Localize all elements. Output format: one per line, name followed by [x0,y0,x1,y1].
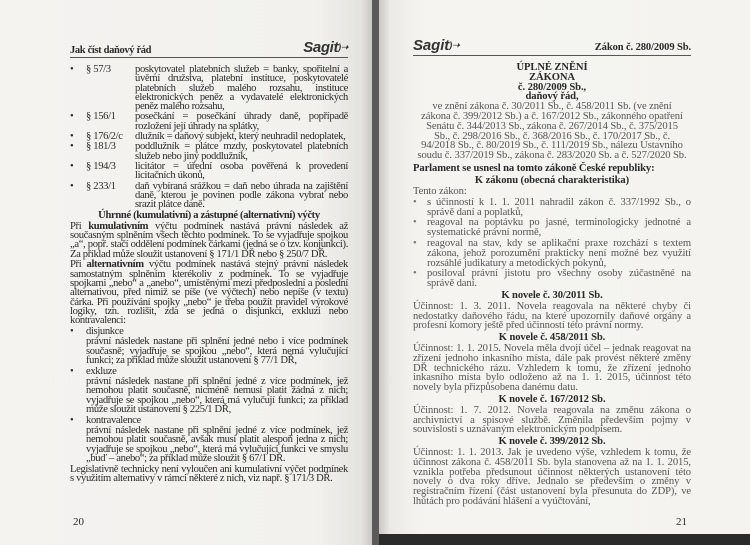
definition-item: • § 181/3 poddlužník = plátce mzdy, poskytovatel platebních služeb nebo jiný poddlužník, [70,141,348,162]
closing-paragraph: Legislativně technicky není vyloučen ani kumulativní výčet podmínek s využitím alternativy v rámci některé z nich, viz např. § 171/3 DŘ. [70,463,348,484]
right-text-column [413,38,691,508]
section-heading: Úhrnné (kumulativní) a zástupné (alternativní) výčty [98,210,320,222]
intro-text: Tento zákon: [413,185,467,197]
book-spine [372,0,379,545]
novel-section: K novele č. 399/2012 Sb. Účinnost: 1. 1. 2013. Jak je uvedeno výše, vzhledem k tomu, že účinnost zákona č. 458/2011 Sb. byla stanovena až na 1. 1. 2015, vznikla potřeba předsunout účinnost některých ustanovení této novely o dva roky dříve. Jednalo se především o změny v registračním řízení (část ustanovení byla přesunuta do ZDP), ve lhůtách pro podávání hlášení a vyúčtování, [413,436,691,507]
novel-section: K novele č. 458/2011 Sb. Účinnost: 1. 1. 2015. Novela měla dvojí účel – jednak reagovat na zřízení jednoho inkasního místa, dále pak provést některé změny DŘ technického rázu. Vzhledem k tomu, že zřízení jednoho inkasního místa bylo odloženo až na 1. 1. 2015, účinnost této novely byla přizpůsobena danému datu. [413,332,691,394]
sagit-logo: Sagit)➝ [303,39,348,56]
running-header-title: Jak číst daňový řád [70,44,152,56]
definition-item: • § 194/3 licitátor = úřední osoba pověřená k provedení licitačních úkonů, [70,160,348,182]
left-text-column [70,40,348,485]
left-page [0,0,372,545]
general-item: • s účinností k 1. 1. 2011 nahradil zákon č. 337/1992 Sb., o správě daní a poplatků, [413,196,691,218]
page-number: 21 [676,516,687,528]
definition-list [70,65,348,209]
amendments-list: ve znění zákona č. 30/2011 Sb., č. 458/2011 Sb. (ve znění zákona č. 399/2012 Sb.) a č. 167/2012 Sb., zákonného opatření Senátu č. 344/2013 Sb., zákona č. 267/2014 Sb., č. 375/2015 Sb., č. 298/2016 Sb., č. 368/2016 Sb., č. 170/2017 Sb., č. 94/2018 Sb., č. 80/2019 Sb., č. 111/2019 Sb., nálezu Ústavního soudu č. 337/2019 Sb., zákona č. 283/2020 Sb. a č. 527/2020 Sb. [417,101,687,162]
definition-item: • § 57/3 poskytovatel platebních služeb = banky, spořitelní a úvěrní družstva, platební instituce, poskytovatelé platebních služeb malého rozsahu, instituce elektronických peněz a vydavatelé elektronických peněz malého rozsahu, [70,64,348,113]
running-header [70,40,348,58]
page-number: 20 [73,516,84,528]
sagit-logo: Sagit)➝ [413,37,460,54]
running-header-title: Zákon č. 280/2009 Sb. [594,42,691,54]
general-item: • reagoval na stav, kdy se aplikační praxe rozchází s textem zákona, jehož porozumění prakticky není možné bez využití rozsáhlé judikatury a metodických pokynů, [413,238,691,269]
logic-item: • exkluze právní následek nastane při splnění jedné z více podmínek, jež nemohou platit současně, nicméně nemusí platit žádná z nich; vyjadřuje se spojkou „nebo“, která má vylučují funkci; za příklad může sloužit ustanovení § 225/1 DŘ, [70,365,348,415]
paragraph-alternative: Při alternativním výčtu podmínek nastává stejný právní následek samostatným splněním kterékoliv z podmínek. To se vyjadřuje spojkami „nebo“ a „anebo“, umístěnými mezi předposlední a poslední alternativou, před nimiž se píše (ve výčtech) nebo nepíše (v textu) čárka. Při používání spojky „nebo“ je třeba použít pravidel výrokové logiky, tzn. rozlišit, zda se jedná o disjunkci, exkluzi nebo kontravalenci: [70,259,348,327]
logic-item: • disjunkce právní následek nastane při splnění jedné nebo i více podmínek současně; vyjadřuje se spojkou „nebo“, která nemá vylučující funkci; za příklad může sloužit ustanovení § 77/1 DŘ, [70,326,348,366]
right-page [379,0,750,534]
general-item: • posiloval právní jistotu pro všechny osoby zúčastněné na správě daní. [413,268,691,290]
novel-section: K novele č. 167/2012 Sb. Účinnost: 1. 7. 2012. Novela reagovala na změnu zákona o archivnictví a spisové službě. Změnila především pojmy v souvislosti s uznávaným elektronickým podpisem. [413,394,691,436]
paragraph-cumulative: Při kumulativním výčtu podmínek nastává právní následek až současným splněním všech těchto podmínek. To se vyjadřuje spojkou „a“, popř. stačí oddělení podmínek čárkami (jedná se o tzv. konjunkci). Za příklad může sloužit ustanovení § 171/1 DŘ nebo § 250/7 DŘ. [70,220,348,260]
law-title: ÚPLNÉ ZNĚNÍ ZÁKONA č. 280/2009 Sb., daňový řád, [516,62,588,103]
definition-item: • § 176/2/c dlužník = daňový subjekt, který neuhradil nedoplatek, [70,131,346,143]
running-header [413,38,691,56]
general-heading: K zákonu (obecná charakteristika) [474,174,630,186]
general-item: • reagoval na poptávku po jasné, terminologicky jednotné a systematické právní normě, [413,217,691,239]
logic-item: • kontravalence právní následek nastane při splnění jedné z více podmínek, jež nemohou platit současně, avšak musí platit alespoň jedna z nich; vyjadřuje se spojkou „nebo“, která má vylučující funkci ve smyslu „buď – anebo“; za příklad může sloužit § 67/1 DŘ. [70,414,348,464]
definition-item: • § 156/1 posečkání = posečkání úhrady daně, popřípadě rozložení její úhrady na splátky, [70,111,348,132]
definition-item: • § 233/1 daň vybíraná srážkou = daň nebo úhrada na zajištění daně, kterou je povinen podle zákona vybrat nebo srazit plátce daně. [70,180,348,211]
scan-edge [379,534,750,545]
novel-section: K novele č. 30/2011 Sb. Účinnost: 1. 3. 2011. Novela reagovala na některé chyby či nedostatky daňového řádu, na které upozornily daňové orgány a profesní komory ještě před účinností této právní normy. [413,290,691,332]
parliament-statement: Parlament se usnesl na tomto zákoně České republiky: [413,162,655,174]
